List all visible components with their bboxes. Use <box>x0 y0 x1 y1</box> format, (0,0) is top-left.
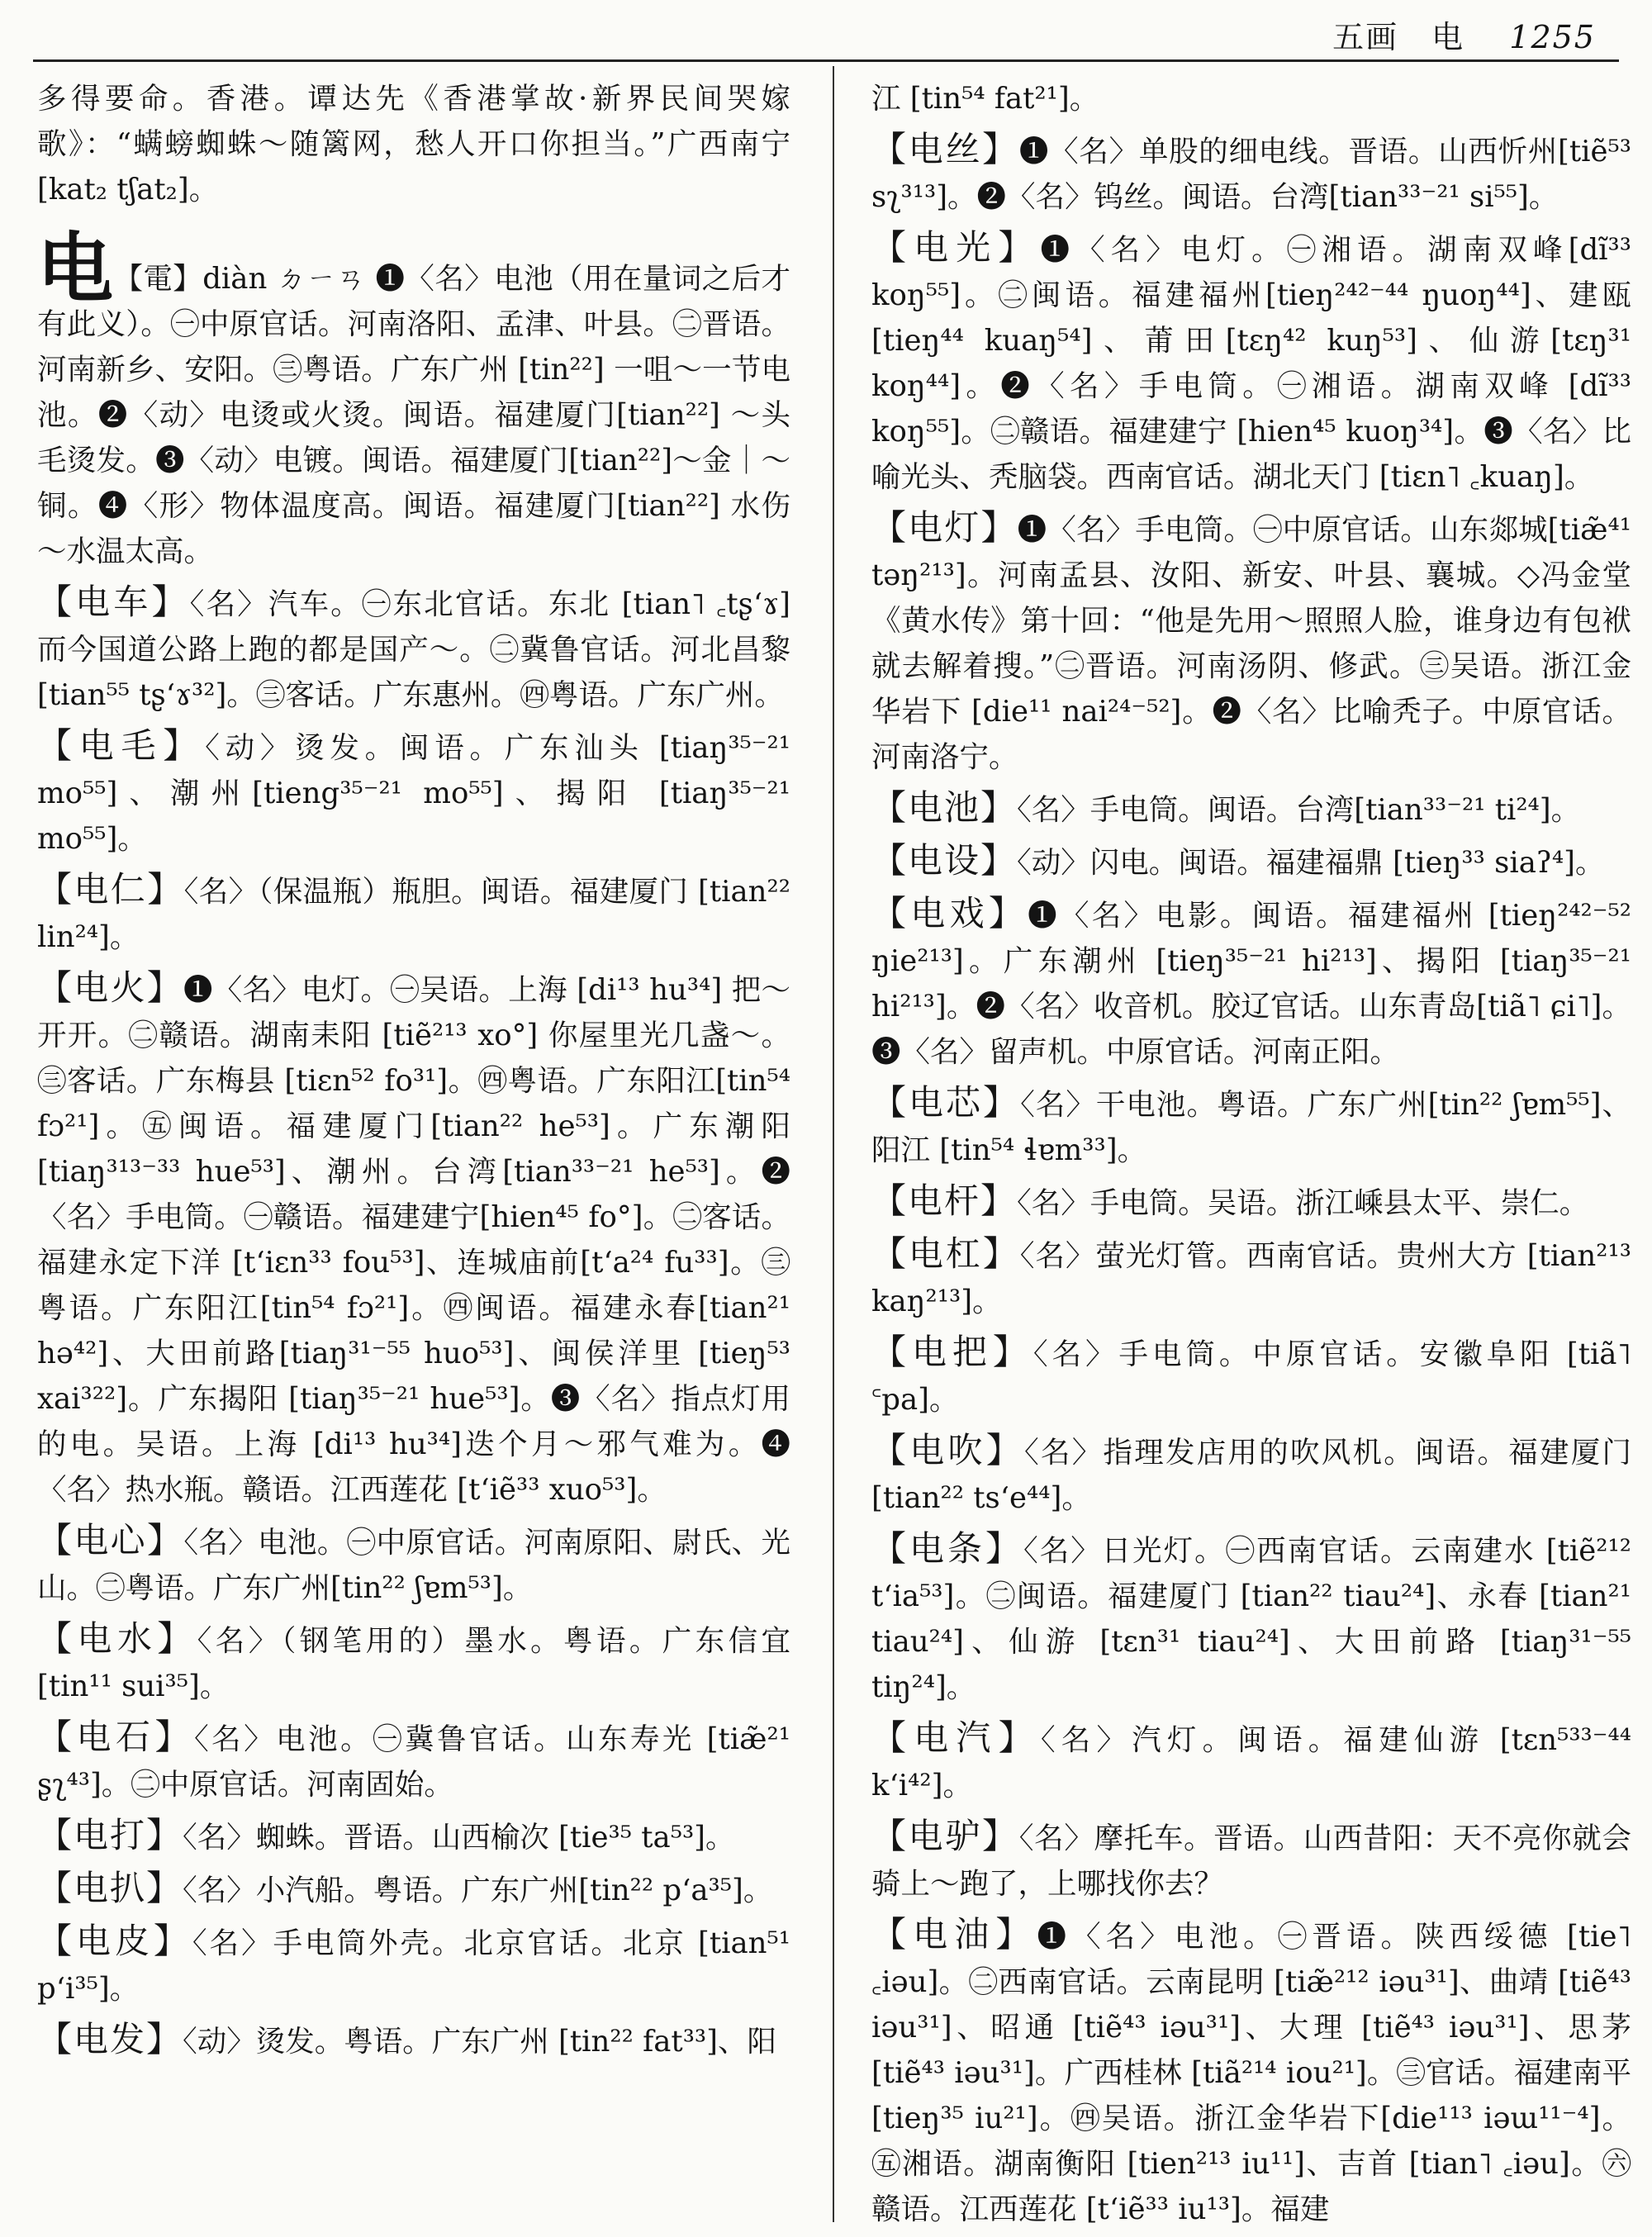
entry <box>37 579 790 718</box>
entry-text: 〈名〉手电筒。吴语。浙江嵊县太平、崇仁。 <box>1017 1186 1589 1220</box>
entry-text: ❶〈名〉电池。㊀晋语。陕西绥德 [tie˥ ꜀iəu]。㊁西南官话。云南昆明 [tiæ̃²¹² iəu³¹]、曲靖 [tiẽ⁴³ iəu³¹]、昭通 [tiẽ⁴³ iəu³¹]、大理 [tiẽ⁴³ iəu³¹]、思茅 [tiẽ⁴³ iəu³¹]。广西桂林 [tiã²¹⁴ iou²¹]。㊂官话。福建南平 [tieŋ³⁵ iu²¹]。㊃吴语。浙江金华岩下[die¹¹³ iəɯ¹¹⁻⁴]。㊄湘语。湖南衡阳 [tien²¹³ iu¹¹]、吉首 [tian˥ ꜀iəu]。㊅赣语。江西莲花 [tʻiẽ³³ iu¹³]。福建 <box>871 1920 1631 2226</box>
entry-text: ❶〈名〉单股的细电线。晋语。山西忻州[tiẽ⁵³ sʅ³¹³]。❷〈名〉钨丝。闽语。台湾[tian³³⁻²¹ si⁵⁵]。 <box>871 135 1631 214</box>
running-head <box>1332 12 1596 57</box>
column-divider <box>833 66 834 2222</box>
entry-text: ❶〈名〉电影。闽语。福建福州 [tieŋ²⁴²⁻⁵² ŋie²¹³]。广东潮州 [tieŋ³⁵⁻²¹ hi²¹³]、揭阳 [tiaŋ³⁵⁻²¹ hi²¹³]。❷〈名〉收音机。胶辽官话。山东青岛[tiã˥ ɕi˥]。❸〈名〉留声机。中原官话。河南正阳。 <box>871 899 1631 1069</box>
entry-text: ❶〈名〉电灯。㊀湘语。湖南双峰[dĩ³³ koŋ⁵⁵]。㊁闽语。福建福州[tieŋ²⁴²⁻⁴⁴ ŋuoŋ⁴⁴]、建瓯[tieŋ⁴⁴ kuaŋ⁵⁴]、莆田[tɛŋ⁴² kuŋ⁵³]、仙游[tɛŋ³¹ koŋ⁴⁴]。❷〈名〉手电筒。㊀湘语。湖南双峰 [dĩ³³ koŋ⁵⁵]。㊁赣语。福建建宁 [hien⁴⁵ kuoŋ³⁴]。❸〈名〉比喻光头、秃脑袋。西南官话。湖北天门 [tiɛn˥ ꜀kuaŋ]。 <box>871 233 1631 494</box>
entry-text: 〈名〉小汽船。粤语。广东广州[tin²² pʻa³⁵]。 <box>183 1874 773 1907</box>
entry-text: 〈名〉萤光灯管。西南官话。贵州大方 [tian²¹³ kaŋ²¹³]。 <box>871 1239 1631 1318</box>
entry <box>37 1865 790 1913</box>
headword: 【电灯】 <box>871 507 1018 548</box>
entry-text: 〈名〉指理发店用的吹风机。闽语。福建厦门 [tian²² tsʻe⁴⁴]。 <box>871 1436 1631 1515</box>
entry-text: 〈名〉日光灯。㊀西南官话。云南建水 [tiẽ²¹² tʻia⁵³]。㊁闽语。福建厦门 [tian²² tiau²⁴]、永春 [tian²¹ tiau²⁴]、仙游 [tɛn³¹ tiau²⁴]、大田前路 [tiaŋ³¹⁻⁵⁵ tiŋ²⁴]。 <box>871 1534 1631 1704</box>
entry <box>37 1714 790 1807</box>
entry <box>871 1526 1631 1710</box>
headword: 【电心】 <box>37 1520 184 1560</box>
entry <box>871 126 1631 220</box>
entry <box>871 1080 1631 1173</box>
entry-text: 〈名〉汽灯。闽语。福建仙游 [tɛn⁵³³⁻⁴⁴ kʻi⁴²]。 <box>871 1723 1631 1802</box>
entry <box>37 2016 790 2064</box>
entry-text: 【電】diàn ㄉㄧㄢ ❶〈名〉电池（用在量词之后才有此义）。㊀中原官话。河南洛阳、孟津、叶县。㊁晋语。河南新乡、安阳。㊂粤语。广东广州 [tin²²] 一咀～一节电池。❷〈动〉电烫或火烫。闽语。福建厦门[tian²²] ～头毛烫发。❸〈动〉电镀。闽语。福建厦门[tian²²]～金｜～铜。❹〈形〉物体温度高。闽语。福建厦门[tian²²] 水伤～水温太高。 <box>37 262 790 568</box>
entry-text: 〈名〉（保温瓶）瓶胆。闽语。福建厦门 [tian²² lin²⁴]。 <box>37 875 790 954</box>
headword: 【电毛】 <box>37 725 206 766</box>
entry <box>871 785 1631 833</box>
entry <box>37 723 790 862</box>
entry <box>871 1715 1631 1808</box>
headword: 【电汽】 <box>871 1717 1041 1758</box>
headword: 【电芯】 <box>871 1082 1021 1123</box>
headword: 电 <box>37 224 114 313</box>
entry-text: 〈名〉干电池。粤语。广东广州[tin²² ʃɐm⁵⁵]、阳江 [tin⁵⁴ ɬɐm³³]。 <box>871 1088 1631 1167</box>
headword: 【电水】 <box>37 1618 197 1659</box>
entry-text: ❶〈名〉电灯。㊀吴语。上海 [di¹³ hu³⁴] 把～开开。㊁赣语。湖南耒阳 [tiẽ²¹³ xo°] 你屋里光几盏～。㊂客话。广东梅县 [tiɛn⁵² fo³¹]。㊃粤语。广东阳江[tin⁵⁴ fɔ²¹]。㊄闽语。福建厦门[tian²² he⁵³]。广东潮阳 [tiaŋ³¹³⁻³³ hue⁵³]、潮州。台湾[tian³³⁻²¹ he⁵³]。❷〈名〉手电筒。㊀赣语。福建建宁[hien⁴⁵ fo°]。㊁客话。福建永定下洋 [tʻiɛn³³ fou⁵³]、连城庙前[tʻa²⁴ fu³³]。㊂粤语。广东阳江[tin⁵⁴ fɔ²¹]。㊃闽语。福建永春[tian²¹ hə⁴²]、大田前路[tiaŋ³¹⁻⁵⁵ huo⁵³]、闽侯洋里 [tieŋ⁵³ xai³²²]。广东揭阳 [tiaŋ³⁵⁻²¹ hue⁵³]。❸〈名〉指点灯用的电。吴语。上海 [di¹³ hu³⁴]迭个月～邪气难为。❹〈名〉热水瓶。赣语。江西莲花 [tʻiẽ³³ xuo⁵³]。 <box>37 973 790 1507</box>
entry <box>37 965 790 1513</box>
right-column <box>871 76 1631 2237</box>
entry-text: 〈名〉电池。㊀冀鲁官话。山东寿光 [tiæ̃²¹ ʂʅ⁴³]。㊁中原官话。河南固始。 <box>37 1722 790 1802</box>
entry <box>37 1517 790 1611</box>
section-title: 五画 电 <box>1332 19 1465 55</box>
entry-text: 〈动〉闪电。闽语。福建福鼎 [tieŋ³³ siaʔ⁴]。 <box>1017 846 1605 880</box>
entry <box>871 1813 1631 1907</box>
headword: 【电光】 <box>871 227 1041 268</box>
left-column <box>37 76 790 2069</box>
entry-text: 〈名〉手电筒。闽语。台湾[tian³³⁻²¹ ti²⁴]。 <box>1017 793 1581 827</box>
entry <box>37 867 790 960</box>
entry-text: 〈名〉（钢笔用的）墨水。粤语。广东信宜 [tin¹¹ sui³⁵]。 <box>37 1624 790 1703</box>
entry <box>871 505 1631 780</box>
headword: 【电油】 <box>871 1914 1037 1954</box>
entry-continuation: 江 [tin⁵⁴ fat²¹]。 <box>871 82 1099 116</box>
headword: 【电车】 <box>37 582 190 622</box>
headword: 【电火】 <box>37 967 183 1008</box>
entry <box>871 1912 1631 2232</box>
headword: 【电条】 <box>871 1528 1023 1569</box>
headword: 【电扒】 <box>37 1868 183 1908</box>
headword: 【电仁】 <box>37 869 184 910</box>
entry <box>871 1427 1631 1521</box>
headword: 【电石】 <box>37 1717 194 1757</box>
entry <box>871 1231 1631 1324</box>
headword: 【电把】 <box>871 1332 1033 1372</box>
entry <box>871 891 1631 1075</box>
headword: 【电打】 <box>37 1815 183 1855</box>
entry-text: 〈名〉汽车。㊀东北官话。东北 [tian˥ ꜀tʂʻɤ] 而今国道公路上跑的都是国产～。㊁冀鲁官话。河北昌黎 [tian⁵⁵ tʂʻɤ³²]。㊂客话。广东惠州。㊃粤语。广东广州。 <box>37 587 790 712</box>
headword: 【电杆】 <box>871 1180 1018 1221</box>
entry <box>871 838 1631 886</box>
entry-text: 〈名〉电池。㊀中原官话。河南原阳、尉氏、光山。㊁粤语。广东广州[tin²² ʃɐm⁵³]。 <box>37 1526 790 1605</box>
entry <box>871 1178 1631 1226</box>
entry <box>871 225 1631 500</box>
entry-text: 〈名〉手电筒。中原官话。安徽阜阳 [tiã˥ ꜂pa]。 <box>871 1337 1631 1417</box>
entry-text: 〈动〉烫发。闽语。广东汕头 [tiaŋ³⁵⁻²¹ mo⁵⁵]、潮州[tieng³⁵⁻²¹ mo⁵⁵]、揭阳 [tiaŋ³⁵⁻²¹ mo⁵⁵]。 <box>37 731 790 856</box>
entry <box>37 1812 790 1860</box>
page-number: 1255 <box>1509 19 1596 55</box>
headword: 【电池】 <box>871 787 1018 828</box>
entry <box>871 1329 1631 1422</box>
entry-main-headword <box>37 224 790 574</box>
entry-text: 〈动〉烫发。粤语。广东广州 [tin²² fat³³]、阳 <box>183 2025 777 2059</box>
entry-text: 〈名〉手电筒外壳。北京官话。北京 [tian⁵¹ pʻi³⁵]。 <box>37 1926 790 2006</box>
entry-text: 〈名〉摩托车。晋语。山西昔阳：天不亮你就会骑上～跑了，上哪找你去？ <box>871 1821 1631 1901</box>
headword: 【电驴】 <box>871 1816 1019 1856</box>
entry-continuation: 多得要命。香港。谭达先《香港掌故·新界民间哭嫁歌》：“螨螃蜘蛛～随篱网，愁人开口你担当。”广西南宁[kat₂ tʃat₂]。 <box>37 82 790 207</box>
headword: 【电皮】 <box>37 1921 192 1961</box>
headword: 【电丝】 <box>871 129 1019 169</box>
entry <box>37 1918 790 2011</box>
entry <box>37 1616 790 1709</box>
entry-text: ❶〈名〉手电筒。㊀中原官话。山东郯城[tiæ̃⁴¹ təŋ²¹³]。河南孟县、汝阳、新安、叶县、襄城。◇冯金堂《黄水传》第十回：“他是先用～照照人脸，谁身边有包袱就去解着搜。”㊁晋语。河南汤阴、修武。㊂吴语。浙江金华岩下 [die¹¹ nai²⁴⁻⁵²]。❷〈名〉比喻秃子。中原官话。河南洛宁。 <box>871 513 1631 774</box>
headword: 【电杠】 <box>871 1233 1020 1274</box>
headword: 【电发】 <box>37 2019 183 2059</box>
headword: 【电吹】 <box>871 1430 1024 1470</box>
headword: 【电戏】 <box>871 893 1028 933</box>
entry-text: 〈名〉蜘蛛。晋语。山西榆次 [tie³⁵ ta⁵³]。 <box>183 1821 735 1855</box>
header-rule <box>33 59 1619 62</box>
headword: 【电设】 <box>871 840 1018 881</box>
